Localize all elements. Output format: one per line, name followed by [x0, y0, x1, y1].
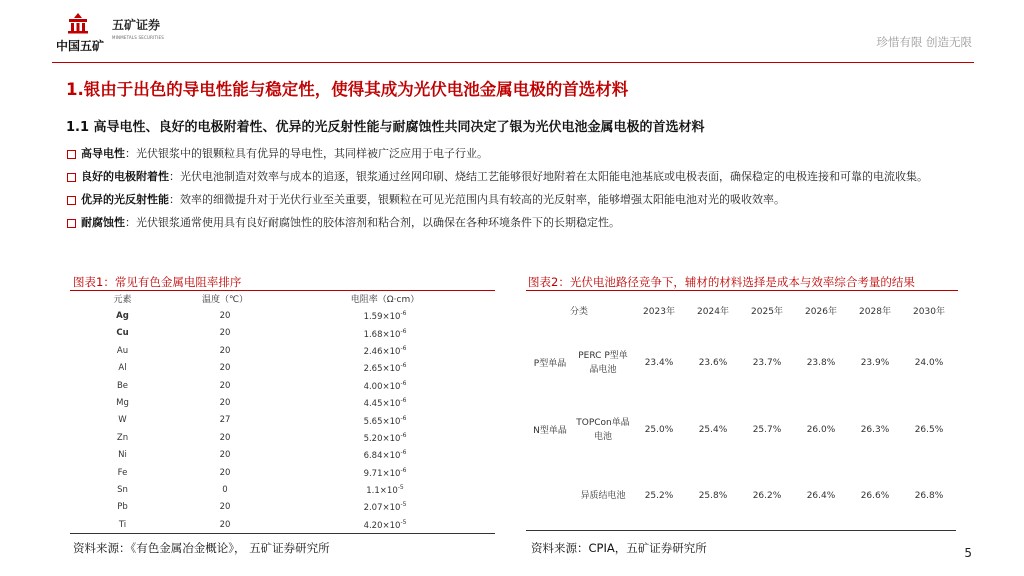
brand-name-en: MINMETALS SECURITIES — [112, 35, 164, 40]
square-bullet-icon — [67, 219, 76, 228]
resistivity-exponent: -6 — [400, 379, 407, 387]
resistivity-cell — [275, 429, 495, 446]
element-cell: Ti — [70, 516, 175, 533]
resistivity-mantissa: 1.68 — [363, 329, 383, 340]
temperature-cell: 20 — [219, 432, 231, 443]
element-cell: Be — [116, 380, 129, 391]
element-cell: Cu — [116, 328, 129, 339]
resistivity-mantissa: 9.71 — [363, 468, 383, 479]
section-subtitle: 1.1 高导电性、良好的电极附着性、优异的光反射性能与耐腐蚀性共同决定了银为光伏电池金属电极的首选材料 — [66, 120, 705, 135]
element-cell: Au — [116, 345, 129, 356]
bullet-term: 耐腐蚀性 — [81, 216, 125, 229]
times-ten: ×10 — [382, 433, 401, 444]
square-bullet-icon — [67, 196, 76, 205]
table-row — [70, 429, 495, 446]
category-cell: P型单晶 — [533, 359, 567, 369]
bullet-term: 良好的电极附着性 — [81, 170, 169, 183]
table-row — [70, 412, 495, 429]
table-row — [70, 307, 495, 324]
category-cell: N型单晶 — [533, 426, 567, 436]
resistivity-exponent: -6 — [400, 449, 407, 457]
bullet-text: ：光伏银浆通常使用具有良好耐腐蚀性的胶体溶剂和粘合剂，以确保在各种环境条件下的长期稳定性。 — [125, 216, 620, 229]
element-cell: W — [118, 415, 127, 426]
efficiency-cell: 23.6% — [698, 357, 728, 368]
brand-block — [112, 16, 164, 40]
times-ten: ×10 — [382, 468, 401, 479]
efficiency-table — [526, 291, 956, 531]
logo-name: 中国五矿 — [55, 39, 104, 53]
table-row — [70, 342, 495, 359]
times-ten: ×10 — [382, 451, 401, 462]
resistivity-exponent: -6 — [400, 362, 407, 370]
square-bullet-icon — [67, 173, 76, 182]
table-row — [70, 360, 495, 377]
cell-type-cell: PERC P型单晶电池 — [578, 350, 628, 375]
element-cell: Fe — [117, 467, 128, 478]
resistivity-cell — [275, 499, 495, 516]
page-title: 1.银由于出色的导电性能与稳定性，使得其成为光伏电池金属电极的首选材料 — [66, 80, 629, 99]
resistivity-cell — [275, 307, 495, 324]
times-ten: ×10 — [382, 364, 401, 375]
efficiency-cell: 23.8% — [806, 357, 836, 368]
element-cell: Zn — [116, 432, 129, 443]
resistivity-mantissa: 2.07 — [363, 503, 383, 514]
efficiency-cell: 26.4% — [794, 463, 848, 530]
efficiency-cell: 26.3% — [860, 424, 890, 435]
temperature-cell: 20 — [219, 502, 231, 513]
resistivity-mantissa: 1.1 — [366, 485, 380, 496]
efficiency-cell: 26.6% — [848, 463, 902, 530]
resistivity-exponent: -6 — [400, 310, 407, 318]
table-header: 温度（℃） — [201, 295, 249, 306]
resistivity-mantissa: 5.20 — [363, 433, 383, 444]
table-row — [70, 325, 495, 342]
times-ten: ×10 — [382, 416, 401, 427]
header-divider — [52, 62, 974, 63]
bullet-item — [66, 188, 976, 211]
bullet-list — [66, 142, 976, 234]
resistivity-cell — [275, 481, 495, 498]
temperature-cell: 20 — [219, 328, 231, 339]
bullet-term: 优异的光反射性能 — [81, 193, 169, 206]
element-cell: Al — [118, 363, 127, 374]
bullet-text: ：光伏电池制造对效率与成本的追逐，银浆通过丝网印刷、烧结工艺能够很好地附着在太阳能电池基底或电极表面，确保稳定的电极连接和可靠的电流收集。 — [169, 170, 928, 183]
times-ten: ×10 — [382, 346, 401, 357]
table-header: 2025年 — [751, 306, 783, 317]
temperature-cell: 20 — [219, 311, 231, 322]
resistivity-table-body — [70, 307, 495, 533]
times-ten: ×10 — [382, 503, 401, 514]
resistivity-cell — [275, 412, 495, 429]
minmetals-emblem-icon — [66, 12, 90, 34]
table-row — [70, 377, 495, 394]
figure1-source: 资料来源：《有色金属冶金概论》， 五矿证券研究所 — [73, 541, 330, 555]
cell-type-cell: 异质结电池 — [574, 463, 632, 530]
efficiency-table-body — [526, 329, 956, 530]
table-row — [70, 481, 495, 498]
table-row — [70, 394, 495, 411]
square-bullet-icon — [67, 150, 76, 159]
resistivity-cell — [275, 377, 495, 394]
temperature-cell: 20 — [219, 345, 231, 356]
resistivity-mantissa: 2.65 — [363, 364, 383, 375]
table-header: 2030年 — [913, 306, 945, 317]
efficiency-cell: 25.7% — [752, 424, 782, 435]
times-ten: ×10 — [382, 398, 401, 409]
times-ten: ×10 — [382, 329, 401, 340]
bullet-term: 高导电性 — [81, 147, 125, 160]
bullet-item — [66, 165, 976, 188]
table-row — [526, 396, 956, 463]
efficiency-cell: 26.5% — [914, 424, 944, 435]
resistivity-cell — [275, 394, 495, 411]
resistivity-cell — [275, 516, 495, 533]
table-row — [526, 329, 956, 396]
figure2-caption: 图表2：光伏电池路径竞争下，辅材的材料选择是成本与效率综合考量的结果 — [528, 275, 915, 289]
bullet-item — [66, 142, 976, 165]
resistivity-cell — [275, 360, 495, 377]
table-row — [70, 499, 495, 516]
efficiency-cell: 23.7% — [752, 357, 782, 368]
resistivity-mantissa: 6.84 — [363, 451, 383, 462]
times-ten: ×10 — [382, 381, 401, 392]
element-cell: Ni — [118, 450, 127, 461]
resistivity-mantissa: 5.65 — [363, 416, 383, 427]
table-row — [70, 447, 495, 464]
resistivity-exponent: -6 — [400, 397, 407, 405]
company-logo — [52, 12, 104, 56]
temperature-cell: 20 — [219, 450, 231, 461]
resistivity-cell — [275, 447, 495, 464]
bullet-text: ：效率的细微提升对于光伏行业至关重要，银颗粒在可见光范围内具有较高的光反射率，能够增强太阳能电池对光的吸收效率。 — [169, 193, 785, 206]
resistivity-cell — [275, 325, 495, 342]
table-row — [70, 464, 495, 481]
bullet-item — [66, 211, 976, 234]
resistivity-mantissa: 4.00 — [363, 381, 383, 392]
resistivity-exponent: -5 — [400, 518, 407, 526]
efficiency-cell: 25.8% — [686, 463, 740, 530]
temperature-cell: 20 — [219, 380, 231, 391]
efficiency-cell: 25.2% — [632, 463, 686, 530]
resistivity-mantissa: 4.20 — [363, 520, 383, 531]
resistivity-exponent: -6 — [400, 466, 407, 474]
times-ten: ×10 — [382, 520, 401, 531]
element-cell: Sn — [117, 484, 128, 495]
resistivity-exponent: -6 — [400, 414, 407, 422]
table-header: 电阻率（Ω·cm） — [350, 295, 420, 306]
cell-type-cell: TOPCon单晶电池 — [576, 417, 630, 442]
table-header: 2026年 — [805, 306, 837, 317]
table-header: 分类 — [569, 306, 588, 317]
efficiency-cell: 26.2% — [740, 463, 794, 530]
table-row — [70, 516, 495, 533]
efficiency-cell: 23.9% — [860, 357, 890, 368]
element-cell: Pb — [117, 502, 128, 513]
resistivity-cell — [275, 464, 495, 481]
resistivity-mantissa: 1.59 — [363, 312, 383, 322]
efficiency-cell: 23.4% — [644, 357, 674, 368]
temperature-cell: 20 — [219, 363, 231, 374]
element-cell: Ag — [116, 311, 129, 322]
table-header: 2023年 — [643, 306, 675, 317]
category-cell — [526, 463, 574, 530]
times-ten: ×10 — [382, 312, 401, 322]
times-ten: ×10 — [379, 485, 398, 496]
efficiency-cell: 26.8% — [902, 463, 956, 530]
temperature-cell: 20 — [219, 467, 231, 478]
resistivity-table — [70, 290, 495, 534]
efficiency-cell: 25.4% — [698, 424, 728, 435]
resistivity-mantissa: 2.46 — [363, 346, 383, 357]
page-number: 5 — [964, 546, 972, 560]
resistivity-exponent: -6 — [400, 327, 407, 335]
table-header: 2024年 — [697, 306, 729, 317]
figure1-caption: 图表1：常见有色金属电阻率排序 — [73, 275, 242, 289]
resistivity-exponent: -6 — [400, 431, 407, 439]
table-header: 2028年 — [859, 306, 891, 317]
resistivity-exponent: -5 — [400, 501, 407, 509]
table-header: 元素 — [113, 295, 132, 306]
efficiency-cell: 24.0% — [914, 357, 944, 368]
temperature-cell: 27 — [219, 415, 231, 426]
bullet-text: ：光伏银浆中的银颗粒具有优异的导电性，其同样被广泛应用于电子行业。 — [125, 147, 488, 160]
efficiency-cell: 26.0% — [806, 424, 836, 435]
resistivity-cell — [275, 342, 495, 359]
slogan: 珍惜有限 创造无限 — [876, 35, 972, 49]
efficiency-cell: 25.0% — [644, 424, 674, 435]
figure2-source: 资料来源：CPIA，五矿证券研究所 — [531, 541, 707, 555]
temperature-cell: 20 — [219, 398, 231, 409]
temperature-cell: 20 — [175, 516, 275, 533]
element-cell: Mg — [116, 398, 129, 409]
resistivity-exponent: -5 — [397, 484, 404, 492]
table-row — [526, 463, 956, 530]
temperature-cell: 0 — [222, 484, 228, 495]
resistivity-exponent: -6 — [400, 344, 407, 352]
brand-name: 五矿证券 — [112, 18, 161, 32]
resistivity-mantissa: 4.45 — [363, 398, 383, 409]
